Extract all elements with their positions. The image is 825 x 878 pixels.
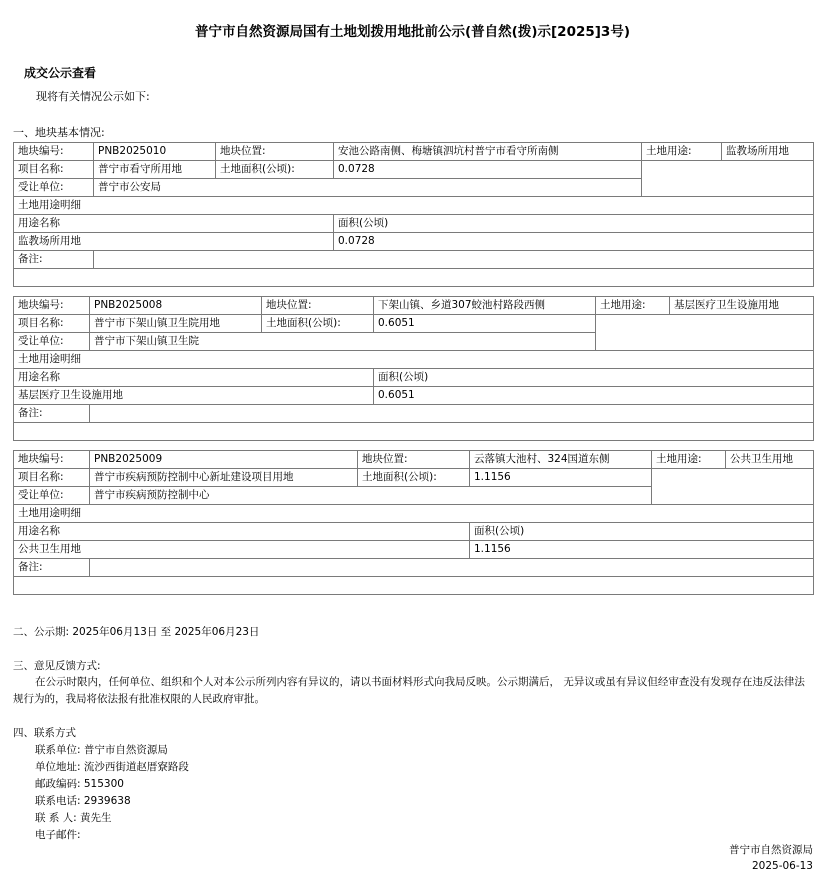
parcel-no: PNB2025008 — [90, 297, 262, 315]
page-subtitle: 成交公示查看 — [24, 66, 97, 80]
empty-cell — [642, 161, 814, 197]
label-parcel-no: 地块编号: — [14, 297, 90, 315]
contact-postcode: 邮政编码: 515300 — [35, 778, 124, 790]
spacer-row — [14, 577, 814, 595]
label-project: 项目名称: — [14, 469, 90, 487]
label-location: 地块位置: — [216, 143, 334, 161]
detail-area: 0.0728 — [334, 233, 814, 251]
feedback-text: 在公示时限内，任何单位、组织和个人对本公示所列内容有异议的，请以书面材料形式向我局反映。公示期满后， 无异议或虽有异议但经审查没有发现存在违反法律法规行为的，我局将依法报有批准权限的人民政府审批。 — [13, 676, 805, 705]
label-remark: 备注: — [14, 251, 94, 269]
parcel-area: 0.6051 — [374, 315, 596, 333]
label-project: 项目名称: — [14, 315, 90, 333]
page-title: 普宁市自然资源局国有土地划拨用地批前公示(普自然(拨)示[2025]3号) — [195, 24, 630, 40]
contact-email: 电子邮件: — [35, 829, 81, 841]
label-area: 土地面积(公顷): — [216, 161, 334, 179]
detail-area: 0.6051 — [374, 387, 814, 405]
detail-use: 公共卫生用地 — [14, 541, 470, 559]
parcel-no: PNB2025010 — [94, 143, 216, 161]
parcel-location: 下架山镇、乡道307蛟池村路段西侧 — [374, 297, 596, 315]
label-location: 地块位置: — [262, 297, 374, 315]
empty-cell — [652, 469, 814, 505]
label-location: 地块位置: — [358, 451, 470, 469]
detail-area-col: 面积(公顷) — [470, 523, 814, 541]
detail-use-col: 用途名称 — [14, 215, 334, 233]
detail-use-col: 用途名称 — [14, 523, 470, 541]
detail-area-col: 面积(公顷) — [334, 215, 814, 233]
contact-address: 单位地址: 流沙西街道赵厝寮路段 — [35, 761, 189, 773]
parcel-use: 监教场所用地 — [722, 143, 814, 161]
label-grantee: 受让单位: — [14, 333, 90, 351]
parcel-project: 普宁市疾病预防控制中心新址建设项目用地 — [90, 469, 358, 487]
section-basic-info: 一、地块基本情况: — [13, 126, 105, 139]
label-area: 土地面积(公顷): — [262, 315, 374, 333]
label-parcel-no: 地块编号: — [14, 143, 94, 161]
detail-use: 监教场所用地 — [14, 233, 334, 251]
section-feedback: 三、意见反馈方式: — [13, 660, 101, 672]
contact-person: 联 系 人: 黄先生 — [35, 812, 112, 824]
contact-unit: 联系单位: 普宁市自然资源局 — [35, 744, 168, 756]
label-project: 项目名称: — [14, 161, 94, 179]
parcel-project: 普宁市下架山镇卫生院用地 — [90, 315, 262, 333]
detail-use: 基层医疗卫生设施用地 — [14, 387, 374, 405]
contact-phone: 联系电话: 2939638 — [35, 795, 131, 807]
label-remark: 备注: — [14, 405, 90, 423]
section-publicity-period: 二、公示期: 2025年06月13日 至 2025年06月23日 — [13, 626, 260, 638]
detail-use-col: 用途名称 — [14, 369, 374, 387]
parcel-grantee: 普宁市疾病预防控制中心 — [90, 487, 652, 505]
parcel-table — [13, 450, 814, 595]
detail-area-col: 面积(公顷) — [374, 369, 814, 387]
label-grantee: 受让单位: — [14, 487, 90, 505]
parcel-location: 云落镇大池村、324国道东侧 — [470, 451, 652, 469]
detail-header: 土地用途明细 — [14, 351, 814, 369]
label-grantee: 受让单位: — [14, 179, 94, 197]
section-contact: 四、联系方式 — [13, 727, 76, 739]
parcel-table — [13, 142, 814, 287]
parcel-area: 0.0728 — [334, 161, 642, 179]
label-use: 土地用途: — [642, 143, 722, 161]
label-area: 土地面积(公顷): — [358, 469, 470, 487]
parcel-project: 普宁市看守所用地 — [94, 161, 216, 179]
remark-value — [94, 251, 814, 269]
detail-header: 土地用途明细 — [14, 197, 814, 215]
label-parcel-no: 地块编号: — [14, 451, 90, 469]
signature: 普宁市自然资源局 — [729, 844, 813, 856]
label-use: 土地用途: — [596, 297, 670, 315]
parcel-location: 安池公路南侧、梅塘镇泗坑村普宁市看守所南侧 — [334, 143, 642, 161]
empty-cell — [596, 315, 814, 351]
parcel-grantee: 普宁市下架山镇卫生院 — [90, 333, 596, 351]
parcel-use: 基层医疗卫生设施用地 — [670, 297, 814, 315]
detail-header: 土地用途明细 — [14, 505, 814, 523]
signature-date: 2025-06-13 — [751, 860, 813, 872]
detail-area: 1.1156 — [470, 541, 814, 559]
parcel-use: 公共卫生用地 — [726, 451, 814, 469]
label-use: 土地用途: — [652, 451, 726, 469]
spacer-row — [14, 269, 814, 287]
intro-text: 现将有关情况公示如下: — [36, 90, 150, 103]
remark-value — [90, 559, 814, 577]
parcel-table — [13, 296, 814, 441]
label-remark: 备注: — [14, 559, 90, 577]
parcel-grantee: 普宁市公安局 — [94, 179, 642, 197]
remark-value — [90, 405, 814, 423]
parcel-no: PNB2025009 — [90, 451, 358, 469]
parcel-area: 1.1156 — [470, 469, 652, 487]
spacer-row — [14, 423, 814, 441]
